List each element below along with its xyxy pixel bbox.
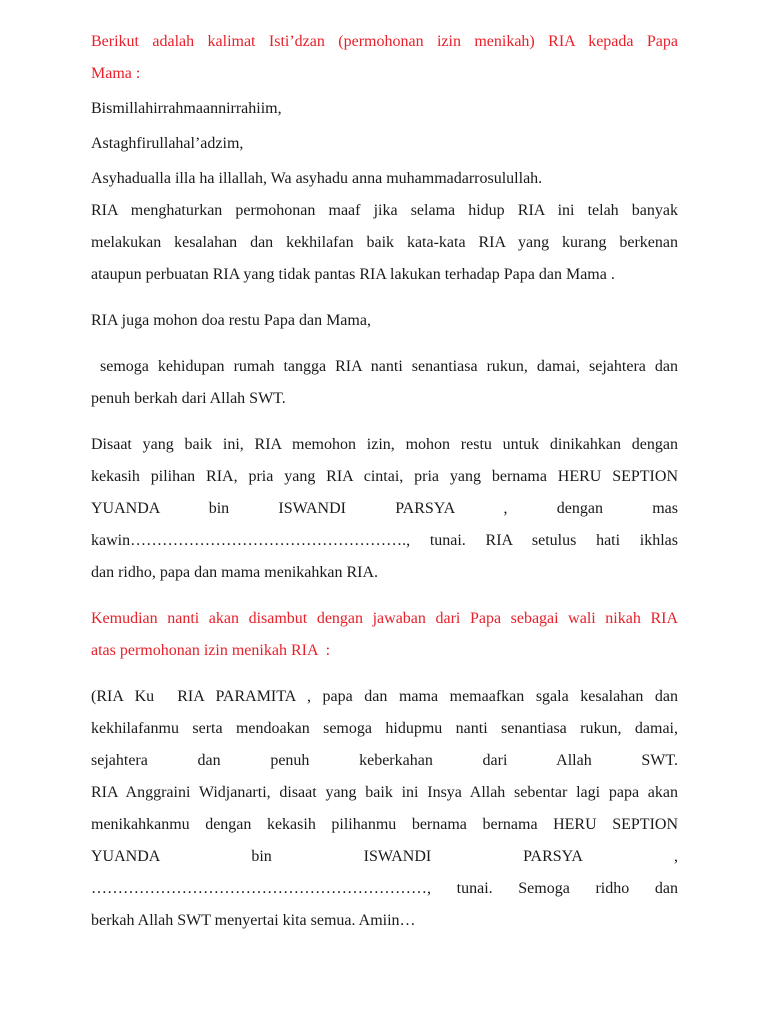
heading-line: Mama : xyxy=(91,65,141,82)
paragraph-father-reply xyxy=(91,681,678,937)
heading-line: atas permohonan izin menikah RIA : xyxy=(91,642,331,659)
heading-line: Kemudian nanti akan disambut dengan jawaban dari Papa sebagai wali nikah RIA xyxy=(91,610,678,627)
text-line: kekasih pilihan RIA, pria yang RIA cintai, pria yang bernama HERU SEPTION xyxy=(91,468,678,485)
paragraph-apology xyxy=(91,195,678,291)
paragraph-hope xyxy=(91,351,678,415)
text-line: berkah Allah SWT menyertai kita semua. Amiin… xyxy=(91,912,416,929)
opening-syahadat: Asyhadualla illa ha illallah, Wa asyhadu anna muhammadarrosulullah. xyxy=(91,170,543,187)
opening-istighfar: Astaghfirullahal’adzim, xyxy=(91,135,244,152)
text-line: penuh berkah dari Allah SWT. xyxy=(91,390,286,407)
text-line: YUANDA bin ISWANDI PARSYA , xyxy=(91,848,678,865)
paragraph-marriage-request xyxy=(91,429,678,589)
text-line: kawin……………………………………………., tunai. RIA setulus hati ikhlas xyxy=(91,532,678,549)
text-line: ataupun perbuatan RIA yang tidak pantas RIA lakukan terhadap Papa dan Mama . xyxy=(91,266,615,283)
paragraph-blessing-request: RIA juga mohon doa restu Papa dan Mama, xyxy=(91,312,371,329)
text-line: (RIA Ku RIA PARAMITA , papa dan mama memaafkan sgala kesalahan dan xyxy=(91,688,678,705)
text-line: YUANDA bin ISWANDI PARSYA , dengan mas xyxy=(91,500,678,517)
text-line: menikahkanmu dengan kekasih pilihanmu bernama bernama HERU SEPTION xyxy=(91,816,678,833)
text-line: semoga kehidupan rumah tangga RIA nanti senantiasa rukun, damai, sejahtera dan xyxy=(91,358,678,375)
heading-istidzan xyxy=(91,26,678,90)
opening-greeting: Bismillahirrahmaannirrahiim, xyxy=(91,100,282,117)
text-line: RIA Anggraini Widjanarti, disaat yang baik ini Insya Allah sebentar lagi papa akan xyxy=(91,784,678,801)
heading-line: Berikut adalah kalimat Isti’dzan (permohonan izin menikah) RIA kepada Papa xyxy=(91,33,678,50)
text-line: melakukan kesalahan dan kekhilafan baik kata-kata RIA yang kurang berkenan xyxy=(91,234,678,251)
text-line: ………………………………………………………, tunai. Semoga ridho dan xyxy=(91,880,678,897)
text-line: sejahtera dan penuh keberkahan dari Allah SWT. xyxy=(91,752,678,769)
text-line: Disaat yang baik ini, RIA memohon izin, mohon restu untuk dinikahkan dengan xyxy=(91,436,678,453)
document-page xyxy=(91,26,678,937)
heading-reply xyxy=(91,603,678,667)
text-line: kekhilafanmu serta mendoakan semoga hidupmu nanti senantiasa rukun, damai, xyxy=(91,720,678,737)
text-line: RIA menghaturkan permohonan maaf jika selama hidup RIA ini telah banyak xyxy=(91,202,678,219)
text-line: dan ridho, papa dan mama menikahkan RIA. xyxy=(91,564,379,581)
